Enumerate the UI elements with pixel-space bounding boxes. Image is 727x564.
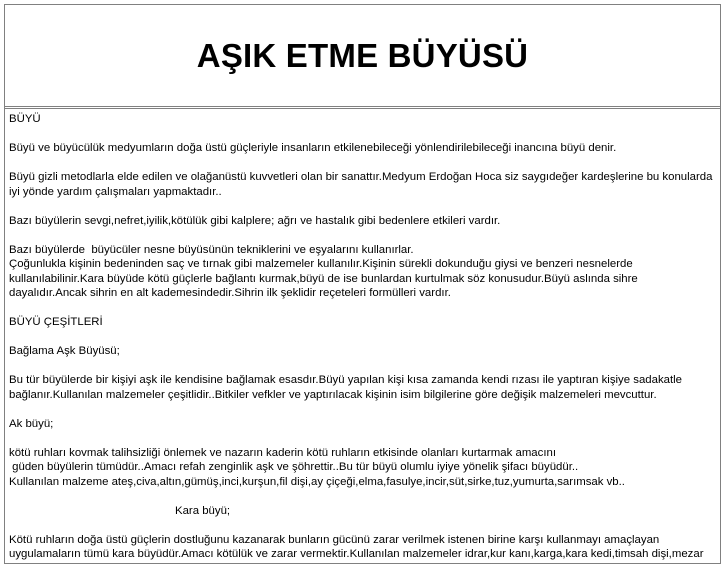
- paragraph: Bazı büyülerde büyücüler nesne büyüsünün tekniklerini ve eşyalarını kullanırlar. Çoğunlukla kişinin bedeninden saç ve tırnak gibi malzemeler kullanılır.Kişinin sürekli dokunduğu giysi ve benzeri nesnelerde kullanılabilinir.Kara büyüde kötü güçlerle bağlantı kurmak,büyü de ise bunlardan kurtulmak söz konusudur.Büyü aslında sihre dayalıdır.Ancak sihrin en alt kademesindedir.Sihrin ilk şeklidir reçeteleri formülleri vardır.: [9, 243, 638, 299]
- title-cell: [5, 5, 720, 107]
- paragraph: Bazı büyülerin sevgi,nefret,iyilik,kötülük gibi kalplere; ağrı ve hastalık gibi bedenlere etkileri vardır.: [9, 214, 501, 227]
- subheading: Kara büyü;: [175, 504, 231, 517]
- page-frame: [4, 4, 721, 564]
- subheading: Bağlama Aşk Büyüsü;: [9, 345, 120, 357]
- section-heading: BÜYÜ: [9, 113, 41, 125]
- section-heading: BÜYÜ ÇEŞİTLERİ: [9, 316, 103, 328]
- paragraph: Büyü gizli metodlarla elde edilen ve olağanüstü kuvvetleri olan bir sanattır.Medyum Erdoğan Hoca siz saygıdeğer kardeşlerine bu konularda iyi yönde yardım çalışmaları yapmaktadır..: [9, 171, 716, 198]
- paragraph: kötü ruhları kovmak talihsizliği önlemek ve nazarın kaderin kötü ruhların etkisinde olanları kurtarmak amacını güden büyülerin tümüdür..Amacı refah zenginlik aşk ve şöhrettir..Bu tür büyü olumlu iyiye yönelik şifacı büyüdür.. Kullanılan malzeme ateş,civa,altın,gümüş,inci,kurşun,fil dişi,ay çiçeği,elma,fasulye,incir,süt,sirke,tuz,yumurta,sarımsak vb..: [9, 446, 625, 488]
- paragraph: Kötü ruhların doğa üstü güçlerin dostluğunu kazanarak bunların gücünü zarar verilmek istenen birine karşı kullanmayı amaçlayan uygulamaların tümü kara büyüdür.Amacı kötülük ve zarar vermektir.Kullanılan malzemeler idrar,kur kanı,karga,kara kedi,timsah dişi,mezar: [9, 533, 704, 560]
- paragraph: Büyü ve büyücülük medyumların doğa üstü güçleriyle insanların etkilenebileceği yönlendirilebileceği inancına büyü denir.: [9, 142, 617, 154]
- subheading: Ak büyü;: [9, 417, 54, 430]
- paragraph: Bu tür büyülerde bir kişiyi aşk ile kendisine bağlamak esasdır.Büyü yapılan kişi kısa zamanda kendi rızası ile yaptıran kişiye sadakatle bağlanır.Kullanılan malzemeler çeşitlidir..Bitkiler vefkler ve yaptırılacak kişinin isim bilgilerine göre değişik malzemeleri mevcuttur.: [9, 374, 686, 401]
- page-title: AŞIK ETME BÜYÜSÜ: [196, 36, 529, 74]
- article-body: [5, 108, 720, 563]
